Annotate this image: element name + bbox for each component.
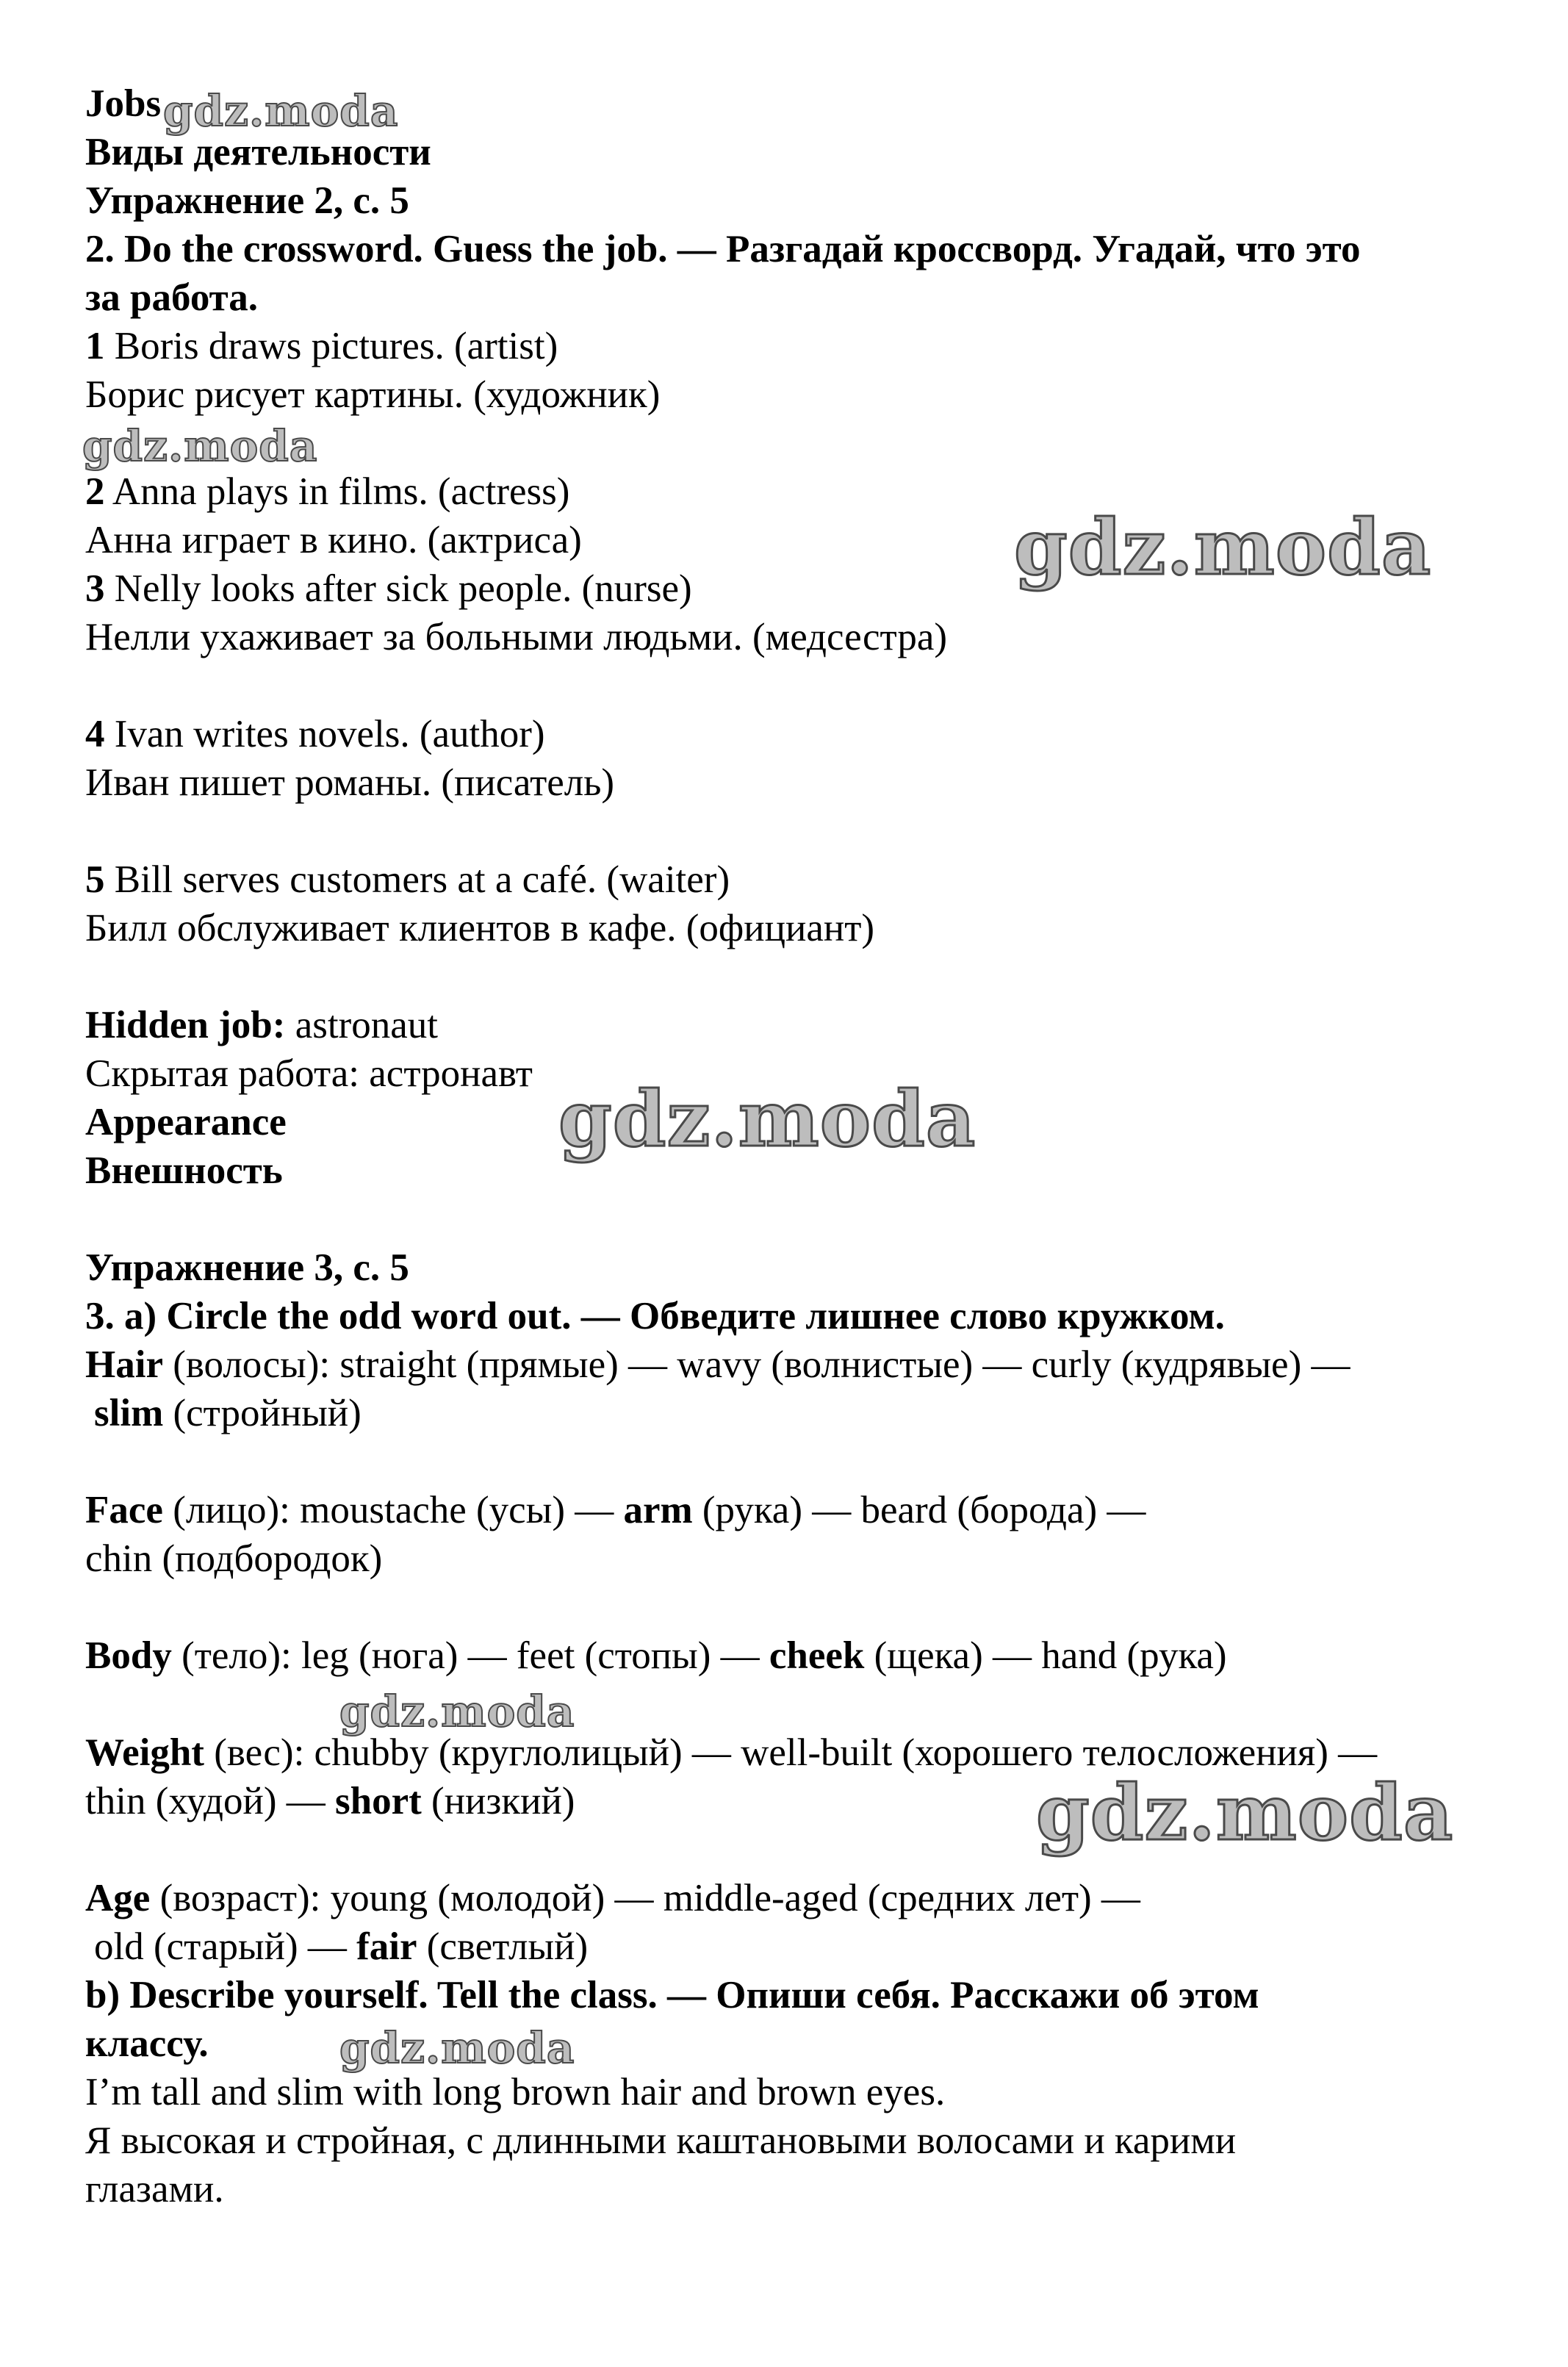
watermark: gdz.moda [1014,502,1432,592]
odd-word-translation: (низкий) [421,1780,575,1822]
section-subtitle-appearance: Внешность [85,1149,283,1192]
item-text: Ivan writes novels. (author) [104,713,545,755]
task-3a: 3. a) Circle the odd word out. — Обведите лишнее слово кружком. [85,1295,1225,1337]
section-subtitle-jobs: Виды деятельности [85,131,431,173]
answer-ru-line2: глазами. [85,2168,224,2210]
spacer [85,1680,1518,1728]
item-text: Bill serves customers at a café. (waiter) [104,858,730,901]
age-line [85,1874,1518,1922]
category-label: Weight [85,1731,204,1774]
category-text: (тело): leg (нога) — feet (стопы) — [171,1634,769,1677]
spacer [85,1437,1518,1486]
section-title-appearance: Appearance [85,1101,287,1143]
spacer [85,952,1518,1001]
item-number: 4 [85,713,105,755]
watermark: gdz.moda [1036,1767,1454,1858]
job-item-4-ru: Иван пишет романы. (писатель) [85,761,615,804]
hidden-job-value: astronaut [285,1004,438,1046]
item-number: 5 [85,858,105,901]
odd-word: slim [94,1392,164,1434]
category-label: Hair [85,1343,163,1386]
job-item-5-en [85,855,1518,904]
face-line [85,1486,1518,1534]
watermark: gdz.moda [339,2023,575,2073]
item-text: Boris draws pictures. (artist) [104,325,558,367]
answer-ru-line1: Я высокая и стройная, с длинными каштановыми волосами и карими [85,2119,1237,2162]
spacer [85,1583,1518,1631]
category-text: (лицо): moustache (усы) — [162,1489,624,1531]
odd-word: fair [356,1925,417,1968]
task-2-line1: 2. Do the crossword. Guess the job. — Разгадай кроссворд. Угадай, что это [85,228,1361,270]
hair-line-2 [85,1389,1518,1437]
hidden-job-label: Hidden job: [85,1004,286,1046]
category-text-after: (рука) — beard (борода) — [692,1489,1146,1531]
body-line [85,1631,1518,1680]
watermark: gdz.moda [163,86,399,136]
age-line-2 [85,1922,1518,1971]
category-text-after: (щека) — hand (рука) [864,1634,1227,1677]
section-title-jobs: Jobs [85,82,162,125]
hair-line [85,1340,1518,1389]
spacer [85,807,1518,855]
exercise-heading-2: Упражнение 2, с. 5 [85,179,409,222]
job-item-3-ru: Нелли ухаживает за больными людьми. (медсестра) [85,616,948,658]
category-text: old (старый) — [94,1925,357,1968]
watermark: gdz.moda [558,1074,977,1164]
face-line-2: chin (подбородок) [85,1537,383,1580]
spacer [85,1195,1518,1243]
category-label: Age [85,1877,151,1919]
job-item-4-en [85,710,1518,758]
job-item-1-en [85,322,1518,370]
odd-word: short [334,1780,422,1822]
job-item-1-ru: Борис рисует картины. (художник) [85,373,661,416]
item-number: 2 [85,470,105,513]
task-3b-line1: b) Describe yourself. Tell the class. — Опиши себя. Расскажи об этом [85,1974,1259,2016]
odd-word: cheek [769,1634,865,1677]
job-item-2-ru: Анна играет в кино. (актриса) [85,519,582,561]
category-label: Body [85,1634,172,1677]
category-label: Face [85,1489,163,1531]
hidden-job-ru: Скрытая работа: астронавт [85,1052,533,1095]
odd-word-translation: (стройный) [163,1392,362,1434]
category-text: (вес): chubby (круглолицый) — well-built (хорошего телосложения) — [204,1731,1378,1774]
category-text: (возраст): young (молодой) — middle-aged (средних лет) — [150,1877,1140,1919]
task-3b-line2: классу. [85,2022,209,2065]
item-number: 3 [85,567,105,610]
watermark: gdz.moda [82,421,318,471]
hidden-job-line [85,1001,1518,1049]
item-text: Anna plays in films. (actress) [104,470,570,513]
category-text: thin (худой) — [85,1780,335,1822]
watermark: gdz.moda [339,1687,575,1736]
odd-word: arm [623,1489,693,1531]
category-text: (волосы): straight (прямые) — wavy (волнистые) — curly (кудрявые) — [162,1343,1351,1386]
item-text: Nelly looks after sick people. (nurse) [104,567,692,610]
task-2-line2: за работа. [85,276,259,319]
answer-en: I’m tall and slim with long brown hair and brown eyes. [85,2071,946,2113]
item-number: 1 [85,325,105,367]
spacer [85,661,1518,710]
exercise-heading-3: Упражнение 3, с. 5 [85,1246,409,1289]
odd-word-translation: (светлый) [417,1925,589,1968]
job-item-5-ru: Билл обслуживает клиентов в кафе. (официант) [85,907,875,949]
